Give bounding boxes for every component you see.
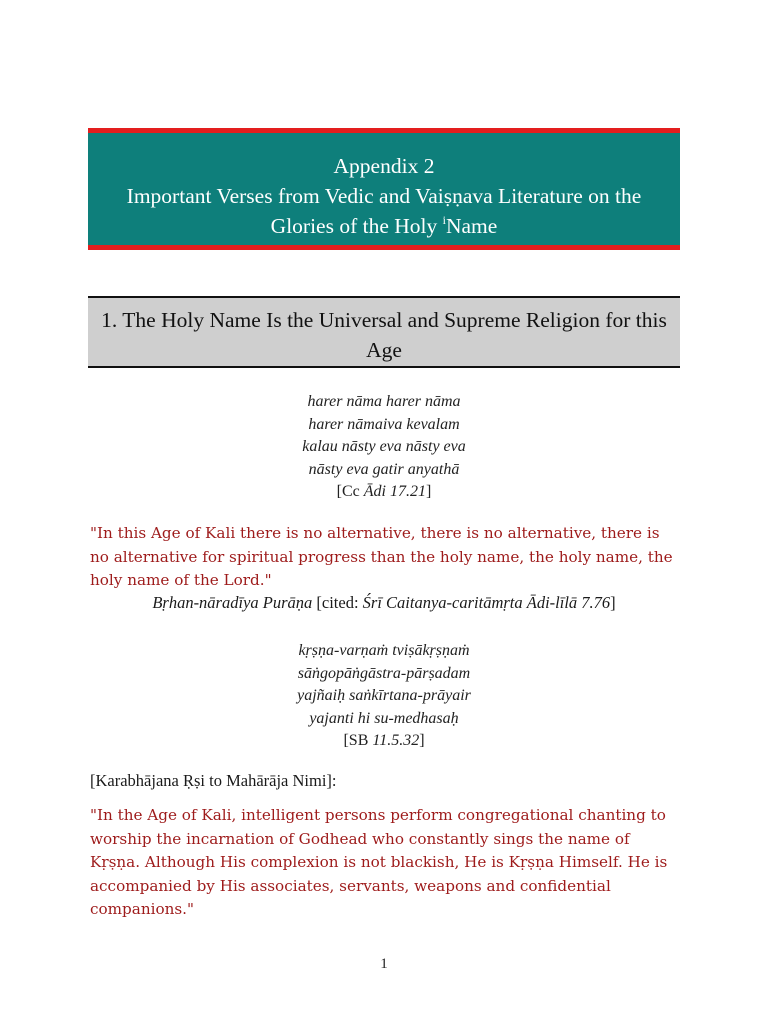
citation-1: Bṛhan-nāradīya Purāṇa [cited: Śrī Caitanya-caritāmṛta Ādi-līlā 7.76] bbox=[152, 593, 616, 612]
verse-reference: [SB 11.5.32] bbox=[343, 732, 425, 749]
verse-line: nāsty eva gatir anyathā bbox=[308, 460, 460, 478]
appendix-title-text: Glories of the Holy bbox=[270, 214, 443, 238]
translation-2: "In the Age of Kali, intelligent persons perform congregational chanting to worship the incarnation of Godhead who constantly sings the name of Kṛṣṇa. Although His complexion is not blackish, He is Kṛṣṇa Himself. He is accompanied by His associates, servants, weapons and confidential companions." bbox=[90, 806, 668, 918]
verse-block-1 bbox=[88, 391, 680, 504]
verse-line: harer nāmaiva kevalam bbox=[308, 415, 460, 433]
appendix-number: Appendix 2 bbox=[333, 154, 435, 178]
section-heading: 1. The Holy Name Is the Universal and Supreme Religion for this Age bbox=[88, 296, 680, 368]
appendix-title-word: Name bbox=[445, 214, 498, 238]
verse-line: yajñaiḥ saṅkīrtana-prāyair bbox=[297, 687, 471, 704]
appendix-title-line-2 bbox=[88, 211, 680, 241]
endnote-marker[interactable]: i bbox=[442, 213, 446, 227]
verse-block-2 bbox=[88, 640, 680, 753]
verse-line: harer nāma harer nāma bbox=[307, 393, 461, 410]
page-number: 1 bbox=[380, 956, 388, 972]
appendix-title-banner bbox=[88, 128, 680, 250]
verse-line: yajanti hi su-medhasaḥ bbox=[309, 709, 459, 727]
verse-reference: [Cc Ādi 17.21] bbox=[336, 483, 432, 500]
verse-line: sāṅgopāṅgāstra-pārṣadam bbox=[297, 664, 471, 682]
appendix-title-line-1: Important Verses from Vedic and Vaiṣṇava Literature on the bbox=[126, 184, 642, 208]
translation-1: "In this Age of Kali there is no alternative, there is no alternative, there is no alternative for spiritual progress than the holy name, the holy name, the holy name of the Lord." bbox=[90, 524, 673, 589]
verse-line: kalau nāsty eva nāsty eva bbox=[302, 438, 466, 455]
speaker-attribution: [Karabhājana Ṛṣi to Mahārāja Nimi]: bbox=[90, 771, 337, 790]
verse-line: kṛṣṇa-varṇaṁ tviṣākṛṣṇaṁ bbox=[298, 642, 470, 659]
